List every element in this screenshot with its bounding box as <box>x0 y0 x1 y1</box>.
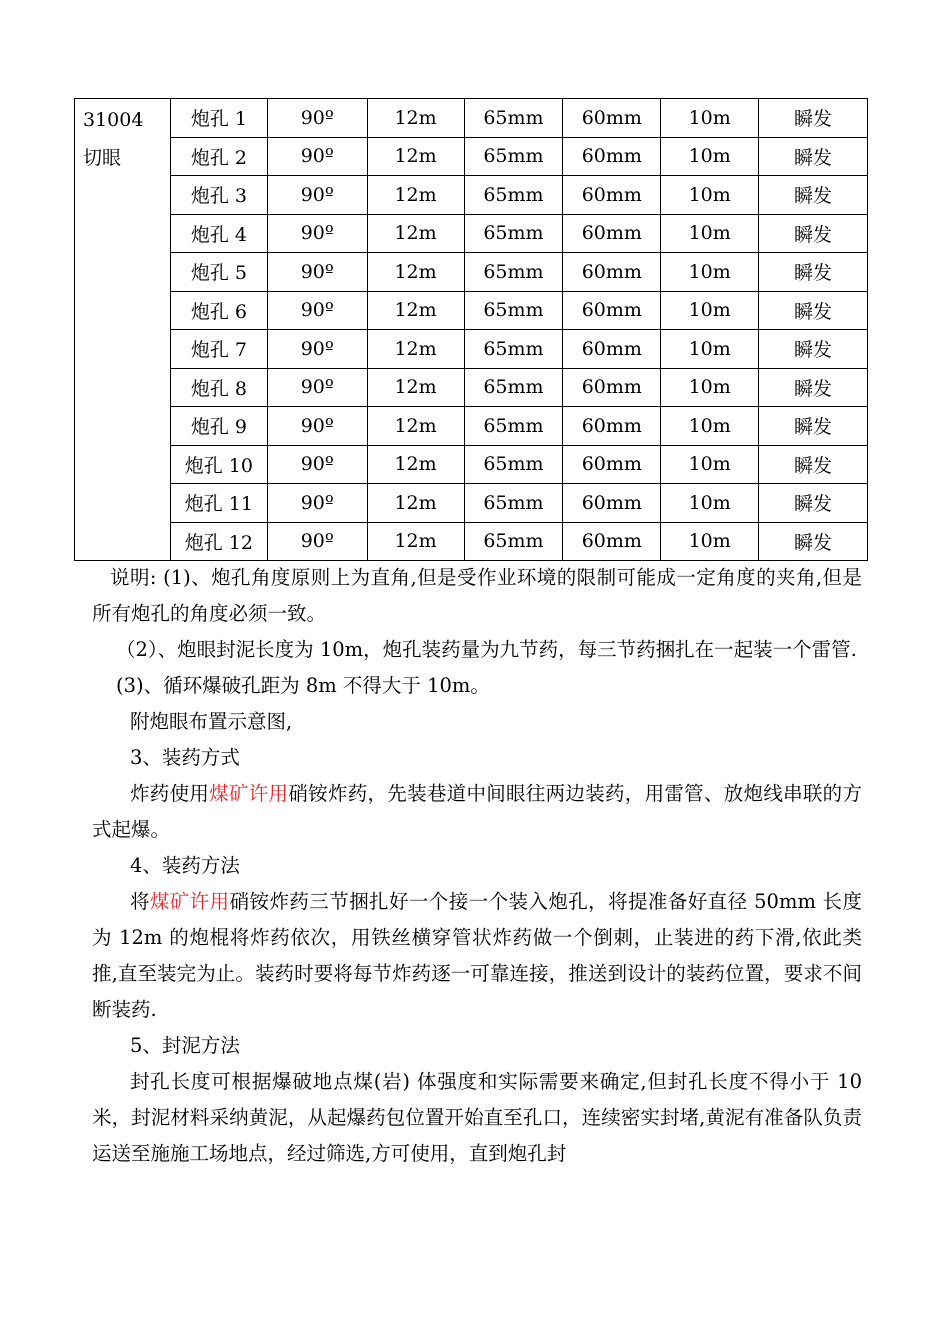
table-cell: 瞬发 <box>759 407 868 446</box>
table-cell: 12m <box>367 368 464 407</box>
table-cell: 10m <box>661 407 759 446</box>
table-body <box>75 99 868 561</box>
table-cell: 10m <box>661 368 759 407</box>
table-cell: 炮孔 3 <box>170 176 267 215</box>
table-cell: 90º <box>267 330 367 369</box>
table-cell: 10m <box>661 522 759 561</box>
table-cell: 90º <box>267 407 367 446</box>
table-row <box>75 407 868 446</box>
table-cell: 10m <box>661 176 759 215</box>
section-3-paragraph <box>92 776 862 848</box>
table-cell: 瞬发 <box>759 368 868 407</box>
table-cell: 60mm <box>563 445 661 484</box>
table-cell: 90º <box>267 253 367 292</box>
table-cell: 90º <box>267 214 367 253</box>
table-cell: 90º <box>267 368 367 407</box>
table-cell: 12m <box>367 214 464 253</box>
table-row <box>75 253 868 292</box>
table-cell: 65mm <box>464 368 563 407</box>
table-row <box>75 445 868 484</box>
note-3: (3)、循环爆破孔距为 8m 不得大于 10m。 <box>116 674 490 697</box>
table-cell: 10m <box>661 99 759 138</box>
table-cell: 12m <box>367 253 464 292</box>
table-cell: 炮孔 11 <box>170 484 267 523</box>
table-row <box>75 484 868 523</box>
group-cell <box>75 99 171 561</box>
table-cell: 65mm <box>464 99 563 138</box>
table-cell: 瞬发 <box>759 484 868 523</box>
table-row <box>75 330 868 369</box>
section-4-heading: 4、装药方法 <box>130 854 240 877</box>
body-text <box>92 560 862 1172</box>
table-cell: 90º <box>267 137 367 176</box>
table-cell: 12m <box>367 484 464 523</box>
table-cell: 10m <box>661 484 759 523</box>
table-cell: 12m <box>367 445 464 484</box>
table-cell: 12m <box>367 176 464 215</box>
table-cell: 90º <box>267 484 367 523</box>
section-5-heading: 5、封泥方法 <box>130 1034 240 1057</box>
table-cell: 60mm <box>563 484 661 523</box>
section-4-paragraph <box>92 884 862 1028</box>
table-cell: 65mm <box>464 214 563 253</box>
table-cell: 瞬发 <box>759 291 868 330</box>
table-cell: 65mm <box>464 330 563 369</box>
table-cell: 90º <box>267 176 367 215</box>
table-cell: 瞬发 <box>759 253 868 292</box>
table-cell: 炮孔 4 <box>170 214 267 253</box>
section-3-highlight: 煤矿许用 <box>209 782 289 805</box>
table-cell: 炮孔 7 <box>170 330 267 369</box>
section-4-text-a: 将 <box>130 890 150 913</box>
table-cell: 65mm <box>464 445 563 484</box>
table-cell: 65mm <box>464 484 563 523</box>
table-row <box>75 137 868 176</box>
table-cell: 10m <box>661 291 759 330</box>
table-cell: 60mm <box>563 522 661 561</box>
section-3-text-a: 炸药使用 <box>130 782 210 805</box>
table-cell: 60mm <box>563 137 661 176</box>
table-row <box>75 176 868 215</box>
table-cell: 60mm <box>563 407 661 446</box>
table-cell: 65mm <box>464 137 563 176</box>
table-cell: 60mm <box>563 99 661 138</box>
table-cell: 炮孔 1 <box>170 99 267 138</box>
table-cell: 65mm <box>464 291 563 330</box>
note-4: 附炮眼布置示意图, <box>130 710 293 733</box>
table-cell: 90º <box>267 99 367 138</box>
section-5-paragraph: 封孔长度可根据爆破地点煤(岩) 体强度和实际需要来确定,但封孔长度不得小于 10 米，封泥材料采纳黄泥，从起爆药包位置开始直至孔口，连续密实封堵,黄泥有准备队负责运送至施施工场地点，经过筛选,方可使用，直到炮孔封 <box>92 1070 862 1165</box>
table-cell: 60mm <box>563 330 661 369</box>
table-cell: 60mm <box>563 253 661 292</box>
table-cell: 炮孔 12 <box>170 522 267 561</box>
group-code: 31004 <box>83 109 144 131</box>
table-cell: 炮孔 8 <box>170 368 267 407</box>
table-cell: 65mm <box>464 522 563 561</box>
table-cell: 炮孔 6 <box>170 291 267 330</box>
table-cell: 12m <box>367 137 464 176</box>
table-row <box>75 291 868 330</box>
section-4-text-b: 硝铵炸药三节捆扎好一个接一个装入炮孔，将提准备好直径 50mm 长度为 12m 的炮棍将炸药依次，用铁丝横穿管状炸药做一个倒刺，止装进的药下滑,依此类推,直至装完为止。装药时要将每节炸药逐一可靠连接，推送到设计的装药位置，要求不间断装药. <box>92 890 862 1021</box>
table-row <box>75 522 868 561</box>
table-cell: 90º <box>267 291 367 330</box>
table-cell: 10m <box>661 214 759 253</box>
table-cell: 瞬发 <box>759 522 868 561</box>
table-cell: 60mm <box>563 214 661 253</box>
table-cell: 12m <box>367 522 464 561</box>
table-row <box>75 368 868 407</box>
table-cell: 炮孔 5 <box>170 253 267 292</box>
table-cell: 瞬发 <box>759 330 868 369</box>
table-cell: 12m <box>367 291 464 330</box>
table-cell: 65mm <box>464 176 563 215</box>
table-cell: 12m <box>367 99 464 138</box>
table-cell: 瞬发 <box>759 176 868 215</box>
table-row <box>75 214 868 253</box>
table-cell: 瞬发 <box>759 137 868 176</box>
table-cell: 10m <box>661 330 759 369</box>
table-cell: 65mm <box>464 253 563 292</box>
table-cell: 65mm <box>464 407 563 446</box>
group-name: 切眼 <box>83 147 122 169</box>
table-cell: 10m <box>661 445 759 484</box>
table-cell: 60mm <box>563 176 661 215</box>
section-3-text-b: 硝铵炸药，先装巷道中间眼往两边装药，用雷管、放炮线串联的方式起爆。 <box>92 782 862 841</box>
table-row <box>75 99 868 138</box>
blast-hole-table <box>74 98 868 561</box>
note-1: 说明: (1)、炮孔角度原则上为直角,但是受作业环境的限制可能成一定角度的夹角,但是所有炮孔的角度必须一致。 <box>92 566 862 625</box>
note-2: （2）、炮眼封泥长度为 10m，炮孔装药量为九节药，每三节药捆扎在一起装一个雷管. <box>116 638 857 661</box>
section-4-highlight: 煤矿许用 <box>149 890 230 913</box>
section-3-heading: 3、装药方式 <box>130 746 240 769</box>
table-cell: 10m <box>661 137 759 176</box>
table-cell: 90º <box>267 445 367 484</box>
table-cell: 瞬发 <box>759 214 868 253</box>
table-cell: 60mm <box>563 368 661 407</box>
table-cell: 12m <box>367 407 464 446</box>
table-cell: 90º <box>267 522 367 561</box>
table-cell: 10m <box>661 253 759 292</box>
table-cell: 12m <box>367 330 464 369</box>
table-cell: 瞬发 <box>759 99 868 138</box>
table-cell: 炮孔 9 <box>170 407 267 446</box>
table-cell: 60mm <box>563 291 661 330</box>
table-cell: 炮孔 10 <box>170 445 267 484</box>
table-cell: 瞬发 <box>759 445 868 484</box>
table-cell: 炮孔 2 <box>170 137 267 176</box>
